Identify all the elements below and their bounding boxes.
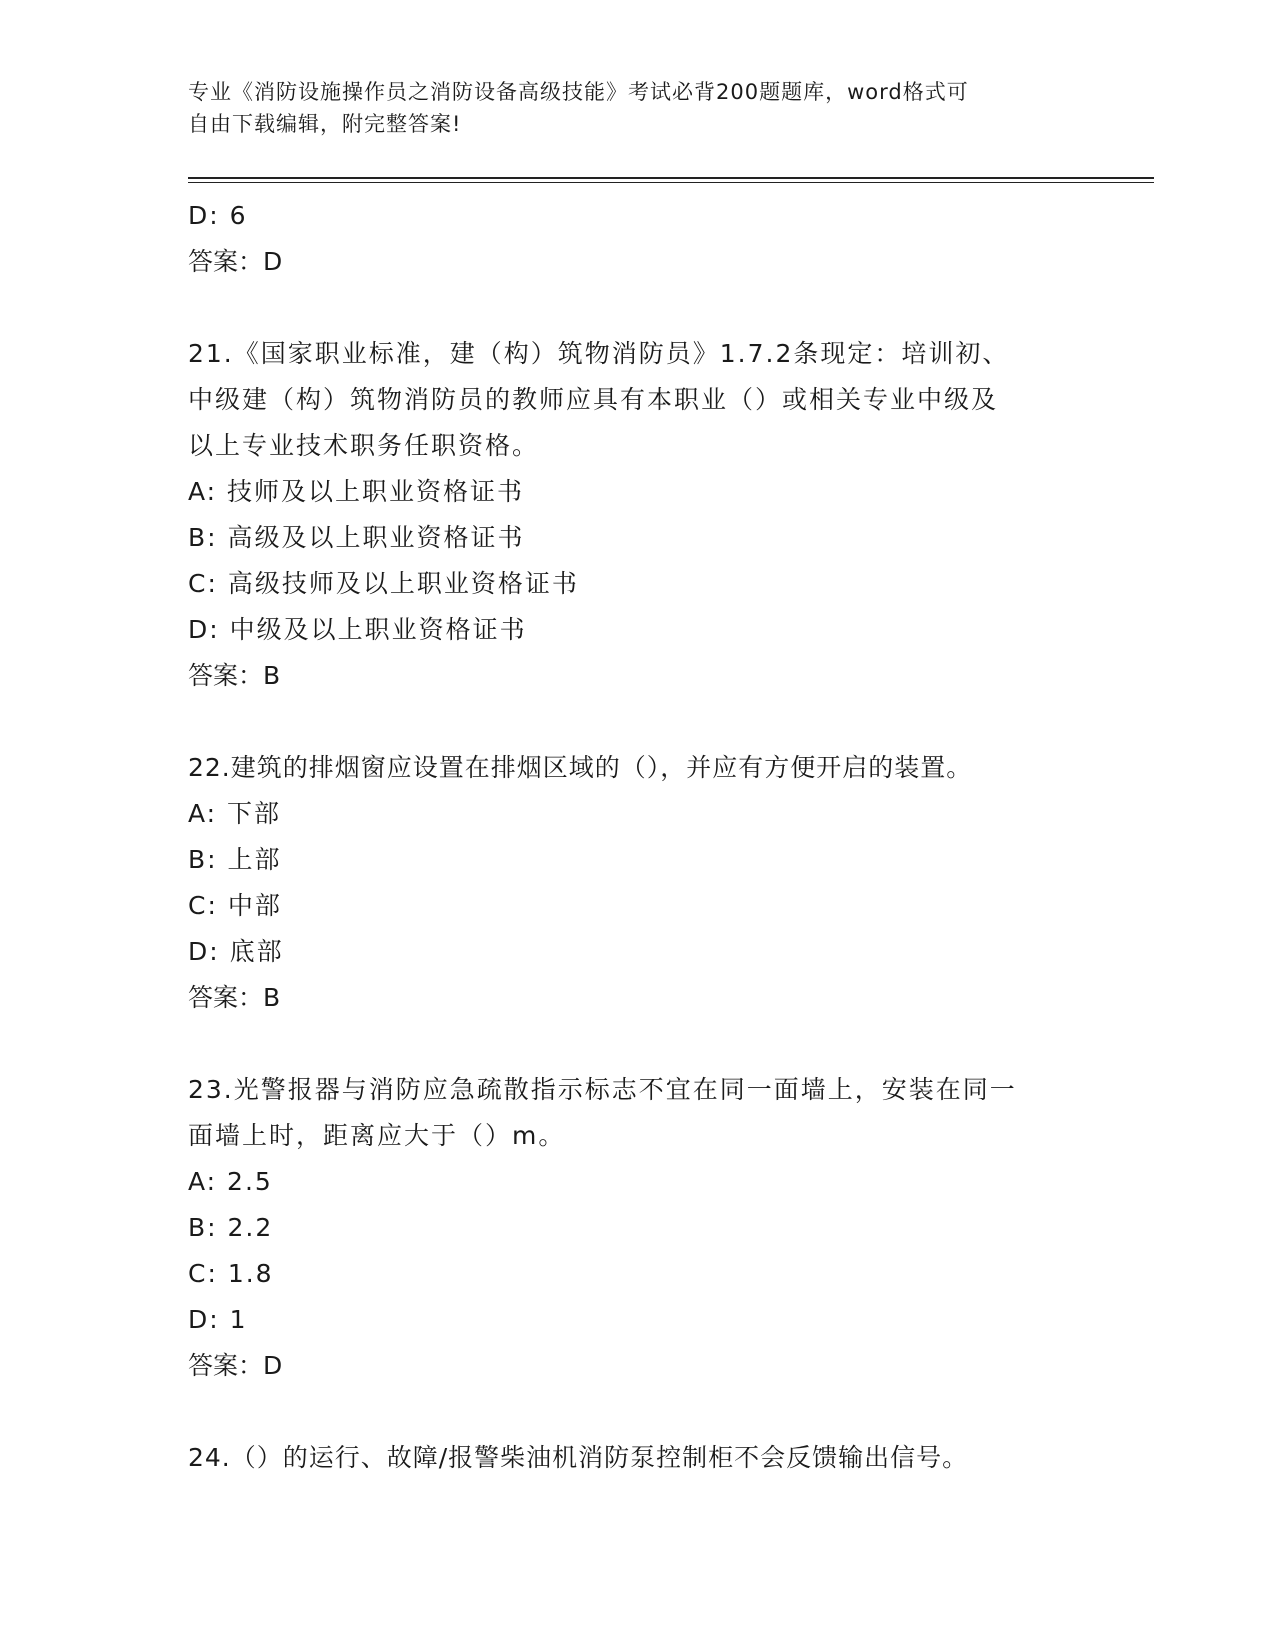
option-d: D: 6 bbox=[188, 201, 248, 230]
spacer bbox=[188, 1389, 1108, 1435]
option-a: A: 2.5 bbox=[188, 1167, 273, 1196]
header-line-2: 自由下载编辑，附完整答案! bbox=[188, 112, 462, 136]
header-divider bbox=[188, 177, 1154, 179]
question-22 bbox=[188, 745, 1108, 1021]
question-stem-line: 22.建筑的排烟窗应设置在排烟区域的（），并应有方便开启的装置。 bbox=[188, 753, 973, 782]
answer-line: 答案：D bbox=[188, 247, 283, 276]
question-stem-line: 面墙上时，距离应大于（）m。 bbox=[188, 1121, 566, 1150]
header-line-1: 专业《消防设施操作员之消防设备高级技能》考试必背200题题库，word格式可 bbox=[188, 80, 969, 104]
answer-line: 答案：B bbox=[188, 983, 281, 1012]
question-stem-line: 21.《国家职业标准，建（构）筑物消防员》1.7.2条现定：培训初、 bbox=[188, 339, 1010, 368]
option-a: A: 技师及以上职业资格证书 bbox=[188, 477, 525, 506]
spacer bbox=[188, 699, 1108, 745]
option-d: D: 1 bbox=[188, 1305, 248, 1334]
question-24 bbox=[188, 1435, 1108, 1481]
document-header bbox=[188, 76, 1088, 140]
spacer bbox=[188, 285, 1108, 331]
answer-line: 答案：D bbox=[188, 1351, 283, 1380]
question-21 bbox=[188, 331, 1108, 699]
question-stem-line: 以上专业技术职务任职资格。 bbox=[188, 431, 540, 460]
answer-line: 答案：B bbox=[188, 661, 281, 690]
option-d: D: 中级及以上职业资格证书 bbox=[188, 615, 527, 644]
header-divider-thin bbox=[188, 182, 1154, 183]
spacer bbox=[188, 1021, 1108, 1067]
option-a: A: 下部 bbox=[188, 799, 282, 828]
question-23 bbox=[188, 1067, 1108, 1389]
option-b: B: 上部 bbox=[188, 845, 282, 874]
option-c: C: 中部 bbox=[188, 891, 282, 920]
option-b: B: 高级及以上职业资格证书 bbox=[188, 523, 525, 552]
question-stem-line: 中级建（构）筑物消防员的教师应具有本职业（）或相关专业中级及 bbox=[188, 385, 999, 414]
question-content bbox=[188, 193, 1108, 1481]
option-d: D: 底部 bbox=[188, 937, 284, 966]
option-c: C: 高级技师及以上职业资格证书 bbox=[188, 569, 579, 598]
question-stem-line: 23.光警报器与消防应急疏散指示标志不宜在同一面墙上，安装在同一 bbox=[188, 1075, 1017, 1104]
question-stem-line: 24.（）的运行、故障/报警柴油机消防泵控制柜不会反馈输出信号。 bbox=[188, 1443, 969, 1472]
option-b: B: 2.2 bbox=[188, 1213, 274, 1242]
option-c: C: 1.8 bbox=[188, 1259, 274, 1288]
